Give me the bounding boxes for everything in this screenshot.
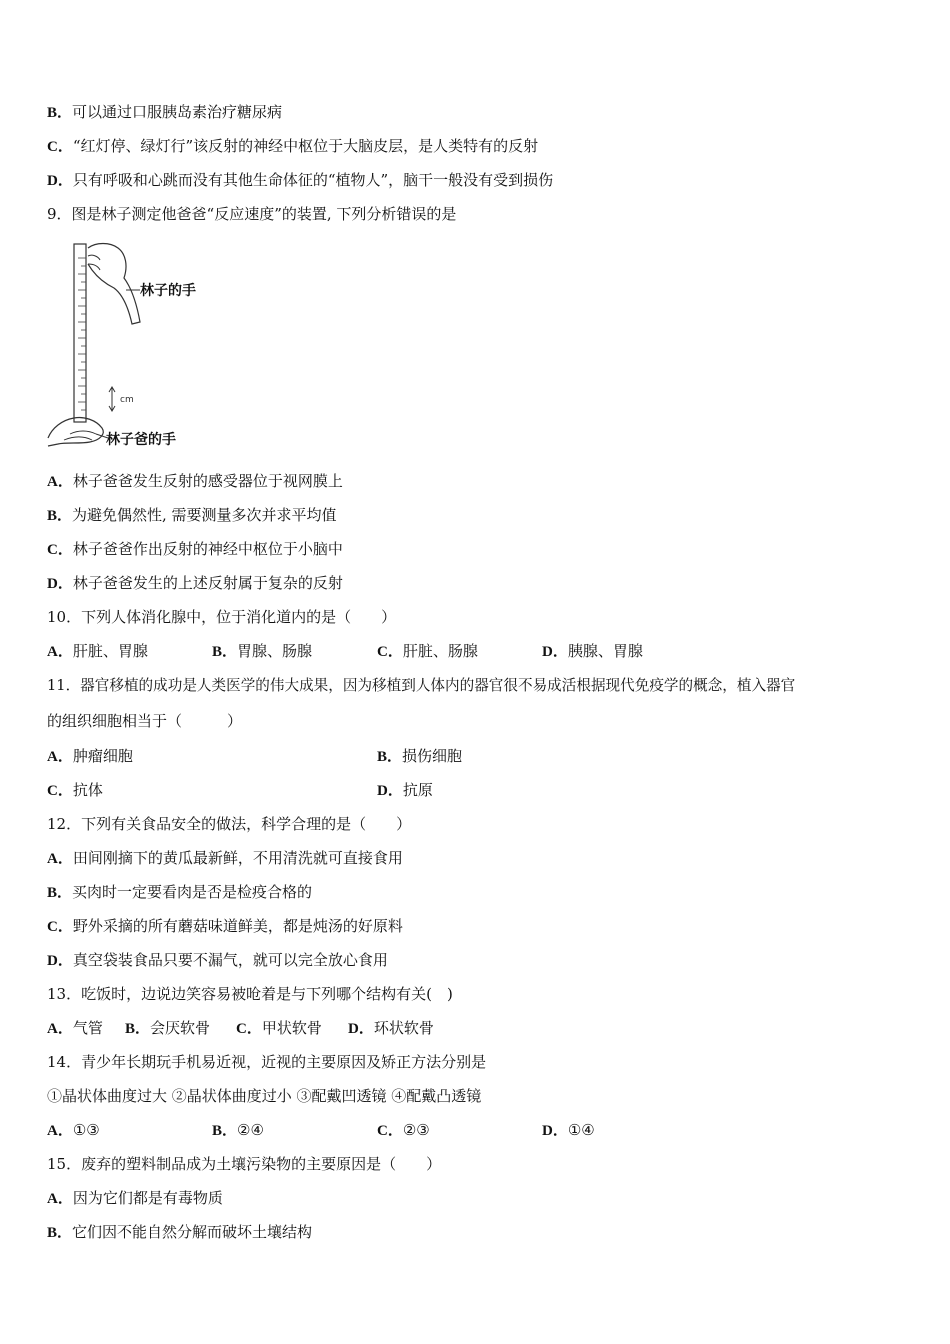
- q11-option-b: B．损伤细胞: [377, 747, 463, 765]
- bottom-hand-label: 林子爸的手: [106, 432, 176, 448]
- q11-option-c: C．抗体: [47, 781, 103, 799]
- top-hand-label: 林子的手: [140, 283, 196, 299]
- q8-option-c: C．“红灯停、绿灯行”该反射的神经中枢位于大脑皮层，是人类特有的反射: [47, 137, 539, 155]
- cm-label: cm: [120, 395, 134, 405]
- q9-option-c: C．林子爸爸作出反射的神经中枢位于小脑中: [47, 540, 343, 558]
- q8-option-b: B．可以通过口服胰岛素治疗糖尿病: [47, 103, 283, 121]
- q12-option-c: C．野外采摘的所有蘑菇味道鲜美，都是炖汤的好原料: [47, 917, 403, 935]
- ruler-drop-illustration: [44, 238, 244, 453]
- q12-option-b: B．买肉时一定要看肉是否是检疫合格的: [47, 883, 313, 901]
- q12-option-a: A．田间刚摘下的黄瓜最新鲜，不用清洗就可直接食用: [47, 849, 403, 867]
- q14-items: ①晶状体曲度过大 ②晶状体曲度过小 ③配戴凹透镜 ④配戴凸透镜: [47, 1087, 482, 1105]
- q13-option-c: C．甲状软骨: [236, 1019, 322, 1037]
- q14-option-a: A．①③: [47, 1121, 100, 1139]
- q13-option-b: B．会厌软骨: [125, 1019, 211, 1037]
- q11-option-d: D．抗原: [377, 781, 433, 799]
- q13-option-d: D．环状软骨: [348, 1019, 434, 1037]
- q13-option-a: A．气管: [47, 1019, 103, 1037]
- q10-option-d: D．胰腺、胃腺: [542, 642, 643, 660]
- q11-option-a: A．肿瘤细胞: [47, 747, 133, 765]
- q10-stem: 10．下列人体消化腺中，位于消化道内的是（ ）: [47, 608, 397, 626]
- q14-option-b: B．②④: [212, 1121, 264, 1139]
- q8-option-d: D．只有呼吸和心跳而没有其他生命体征的“植物人”，脑干一般没有受到损伤: [47, 171, 554, 189]
- reaction-time-figure: [44, 238, 244, 453]
- q9-option-a: A．林子爸爸发生反射的感受器位于视网膜上: [47, 472, 343, 490]
- q12-stem: 12．下列有关食品安全的做法，科学合理的是（ ）: [47, 815, 412, 833]
- q10-option-a: A．肝脏、胃腺: [47, 642, 148, 660]
- q15-option-a: A．因为它们都是有毒物质: [47, 1189, 223, 1207]
- q9-option-d: D．林子爸爸发生的上述反射属于复杂的反射: [47, 574, 343, 592]
- q14-stem: 14．青少年长期玩手机易近视，近视的主要原因及矫正方法分别是: [47, 1053, 487, 1071]
- q14-option-c: C．②③: [377, 1121, 430, 1139]
- q10-option-c: C．肝脏、肠腺: [377, 642, 478, 660]
- top-hand-icon: [88, 244, 140, 325]
- q15-stem: 15．废弃的塑料制品成为土壤污染物的主要原因是（ ）: [47, 1155, 442, 1173]
- q11-stem-line1: 11．器官移植的成功是人类医学的伟大成果，因为移植到人体内的器官很不易成活根据现代免疫学的概念，植入器官: [47, 677, 796, 694]
- q9-option-b: B．为避免偶然性, 需要测量多次并求平均值: [47, 506, 337, 524]
- q13-stem: 13．吃饭时，边说边笑容易被呛着是与下列哪个结构有关( ): [47, 985, 453, 1003]
- q12-option-d: D．真空袋装食品只要不漏气，就可以完全放心食用: [47, 951, 388, 969]
- q10-option-b: B．胃腺、肠腺: [212, 642, 313, 660]
- ruler: [74, 244, 86, 422]
- q11-stem-line2: 的组织细胞相当于（ ）: [47, 712, 243, 730]
- ruler-ticks: [78, 258, 86, 410]
- q14-option-d: D．①④: [542, 1121, 595, 1139]
- q9-stem: 9．图是林子测定他爸爸“反应速度”的装置, 下列分析错误的是: [47, 205, 457, 223]
- q15-option-b: B．它们因不能自然分解而破坏土壤结构: [47, 1223, 313, 1241]
